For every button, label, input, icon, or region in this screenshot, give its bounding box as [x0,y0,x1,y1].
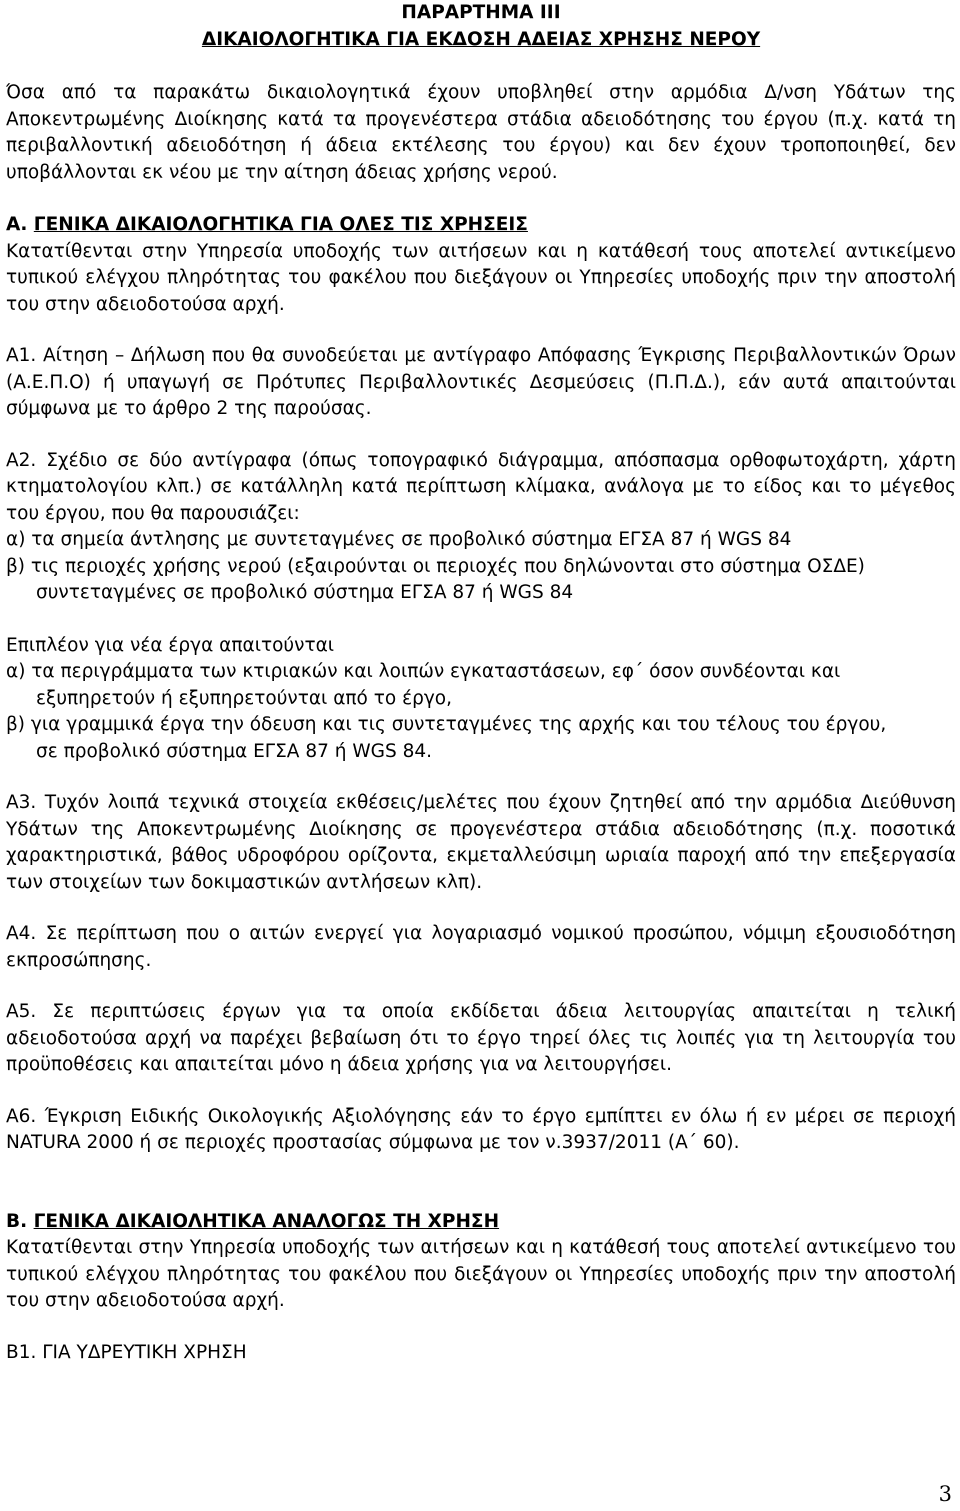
document-title [6,26,956,53]
item-a2-extra-a-cont: εξυπηρετούν ή εξυπηρετούνται από το έργο, [36,687,452,709]
item-a4: Α4. Σε περίπτωση που ο αιτών ενεργεί για λογαριασμό νομικού προσώπου, νόμιμη εξουσιοδότηση εκπροσώπησης. [6,923,956,971]
document-title-text: ΔΙΚΑΙΟΛΟΓΗΤΙΚΑ ΓΙΑ ΕΚΔΟΣΗ ΑΔΕΙΑΣ ΧΡΗΣΗΣ ΝΕΡΟΥ [201,29,761,50]
section-b-prefix: Β. [6,1210,34,1232]
item-a2-extra-b-cont: σε προβολικό σύστημα ΕΓΣΑ 87 ή WGS 84. [36,740,433,762]
annex-title: ΠΑΡΑΡΤΗΜΑ ΙΙΙ [401,2,561,23]
item-a1: Α1. Αίτηση – Δήλωση που θα συνοδεύεται με αντίγραφο Απόφασης Έγκρισης Περιβαλλοντικών Όρων (Α.Ε.Π.Ο) ή υπαγωγή σε Πρότυπες Περιβαλλοντικές Δεσμεύσεις (Π.Π.Δ.), εάν αυτά απαιτούνται σύμφωνα με το άρθρο 2 της παρούσας. [6,345,956,419]
item-a2-point-a: α) τα σημεία άντλησης με συντεταγμένες σε προβολικό σύστημα ΕΓΣΑ 87 ή WGS 84 [6,529,792,550]
section-b-heading [6,1209,956,1236]
item-a2-point-b: β) τις περιοχές χρήσης νερού (εξαιρούνται οι περιοχές που δηλώνονται στο σύστημα ΟΣΔΕ) [6,555,865,577]
section-a [6,212,956,1157]
item-a2-extra-a: α) τα περιγράμματα των κτιριακών και λοιπών εγκαταστάσεων, εφ΄ όσον συνδέονται και [6,661,841,682]
section-b-body: Κατατίθενται στην Υπηρεσία υποδοχής των αιτήσεων και η κατάθεσή τους αποτελεί αντικείμενο του τυπικού ελέγχου πληρότητας του φακέλου που διεξάγουν οι Υπηρεσίες υποδοχής πριν την αποστολή του στην αδειοδοτούσα αρχή. [6,1237,956,1311]
page-number: 3 [938,1482,952,1506]
section-b [6,1209,956,1367]
item-a5: Α5. Σε περιπτώσεις έργων για τα οποία εκδίδεται άδεια λειτουργίας απαιτείται η τελική αδειοδοτούσα αρχή να παρέχει βεβαίωση ότι το έργο τηρεί όλες τις λοιπές για τη λειτουργία του προϋποθέσεις και απαιτείται μόνο η άδεια χρήσης για να λειτουργήσει. [6,1001,956,1075]
item-a2-extra-intro: Επιπλέον για νέα έργα απαιτούνται [6,634,335,656]
section-b-title: ΓΕΝΙΚΑ ΔΙΚΑΙΟΛΗΤΙΚΑ ΑΝΑΛΟΓΩΣ ΤΗ ΧΡΗΣΗ [33,1210,500,1232]
item-a2-extra-b: β) για γραμμικά έργα την όδευση και τις συντεταγμένες της αρχής και του τέλους του έργου, [6,714,887,735]
item-b1: Β1. ΓΙΑ ΥΔΡΕΥΤΙΚΗ ΧΡΗΣΗ [6,1341,247,1363]
section-a-prefix: Α. [6,214,34,235]
section-a-body: Κατατίθενται στην Υπηρεσία υποδοχής των αιτήσεων και η κατάθεσή τους αποτελεί αντικείμενο τυπικού ελέγχου πληρότητας του φακέλου που διεξάγουν οι Υπηρεσίες υποδοχής πριν την αποστολή του στην αδειοδοτούσα αρχή. [6,240,956,315]
item-a3: Α3. Τυχόν λοιπά τεχνικά στοιχεία εκθέσεις/μελέτες που έχουν ζητηθεί από την αρμόδια Διεύθυνση Υδάτων της Αποκεντρωμένης Διοίκησης σε προγενέστερα στάδια αδειοδότησης (π.χ. ποσοτικά χαρακτηριστικά, βάθος υδροφόρου ορίζοντα, εκμεταλλεύσιμη ωριαία παροχή από την επεξεργασία των στοιχείων των δοκιμαστικών αντλήσεων κλπ). [6,792,956,893]
item-a2 [6,448,956,766]
item-a2-intro: Α2. Σχέδιο σε δύο αντίγραφα (όπως τοπογραφικό διάγραμμα, απόσπασμα ορθοφωτοχάρτη, χάρτη κτηματολογίου κλπ.) σε κατάλληλη κατά περίπτωση κλίμακα, ανάλογα με το είδος και το μέγεθος του έργου, που θα παρουσιάζει: [6,449,956,524]
section-a-title: ΓΕΝΙΚΑ ΔΙΚΑΙΟΛΟΓΗΤΙΚΑ ΓΙΑ ΟΛΕΣ ΤΙΣ ΧΡΗΣΕΙΣ [33,214,528,235]
document-page [6,0,956,1366]
intro-paragraph: Όσα από τα παρακάτω δικαιολογητικά έχουν υποβληθεί στην αρμόδια Δ/νση Υδάτων της Αποκεντρωμένης Διοίκησης κατά τα προγενέστερα στάδια αδειοδότησης του έργου (π.χ. κατά τη περιβαλλοντική αδειοδότηση ή άδεια εκτέλεσης του έργου) και δεν έχουν τροποποιηθεί, δεν υποβάλλονται εκ νέου με την αίτηση άδειας χρήσης νερού. [6,82,956,183]
section-a-heading [6,212,956,239]
item-a6: Α6. Έγκριση Ειδικής Οικολογικής Αξιολόγησης εάν το έργο εμπίπτει εν όλω ή εν μέρει σε περιοχή NATURA 2000 ή σε περιοχές προστασίας σύμφωνα με τον ν.3937/2011 (Α΄ 60). [6,1105,956,1153]
item-a2-point-b-cont: συντεταγμένες σε προβολικό σύστημα ΕΓΣΑ 87 ή WGS 84 [36,582,574,603]
